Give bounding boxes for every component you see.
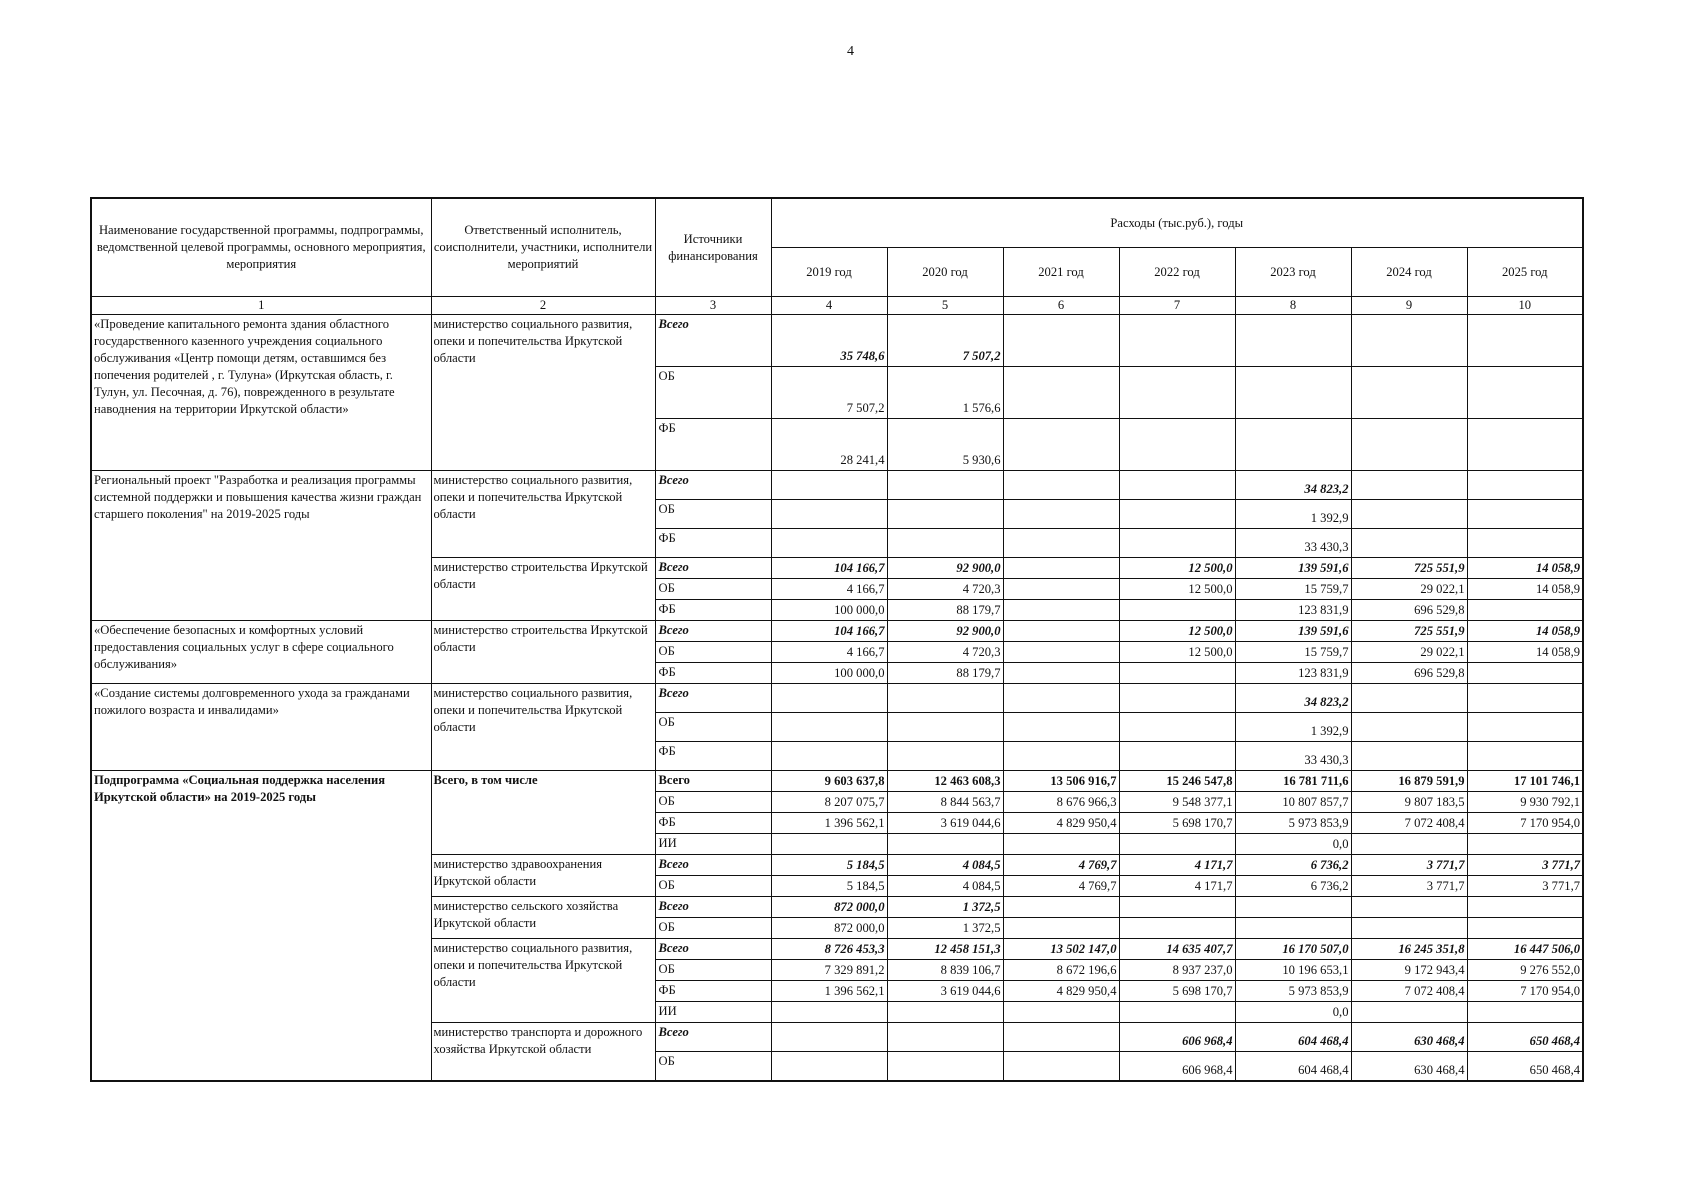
expense-value-cell: [1235, 315, 1351, 367]
expense-value-cell: 630 468,4: [1351, 1052, 1467, 1082]
expense-value-cell: 92 900,0: [887, 621, 1003, 642]
expense-value-cell: [1467, 713, 1583, 742]
expense-value-cell: 1 372,5: [887, 918, 1003, 939]
expense-value-cell: 1 576,6: [887, 367, 1003, 419]
expense-value-cell: 14 058,9: [1467, 579, 1583, 600]
column-number-row: [91, 297, 1583, 315]
expense-value-cell: 3 771,7: [1467, 855, 1583, 876]
expense-value-cell: [1003, 600, 1119, 621]
table-row: [91, 771, 1583, 792]
expense-value-cell: 14 635 407,7: [1119, 939, 1235, 960]
funding-source-cell: ОБ: [655, 642, 771, 663]
expense-value-cell: 9 276 552,0: [1467, 960, 1583, 981]
expense-value-cell: [771, 529, 887, 558]
table-row: [91, 621, 1583, 642]
expense-value-cell: 123 831,9: [1235, 600, 1351, 621]
expense-value-cell: 15 759,7: [1235, 642, 1351, 663]
expense-value-cell: [1003, 558, 1119, 579]
executor-cell: министерство социального развития, опеки и попечительства Иркутской области: [431, 684, 655, 771]
expense-value-cell: [1003, 1023, 1119, 1052]
expense-value-cell: [771, 500, 887, 529]
expense-value-cell: 4 829 950,4: [1003, 981, 1119, 1002]
expense-value-cell: 9 172 943,4: [1351, 960, 1467, 981]
expense-value-cell: [1351, 500, 1467, 529]
expense-value-cell: 5 184,5: [771, 855, 887, 876]
expense-value-cell: 13 502 147,0: [1003, 939, 1119, 960]
expense-value-cell: 29 022,1: [1351, 642, 1467, 663]
header-year: 2023 год: [1235, 248, 1351, 297]
executor-cell: Всего, в том числе: [431, 771, 655, 855]
budget-table-wrapper: [90, 197, 1582, 1082]
expense-value-cell: [1235, 897, 1351, 918]
column-number: 6: [1003, 297, 1119, 315]
expense-value-cell: [771, 1002, 887, 1023]
funding-source-cell: Всего: [655, 621, 771, 642]
expense-value-cell: 5 973 853,9: [1235, 813, 1351, 834]
expense-value-cell: 5 973 853,9: [1235, 981, 1351, 1002]
expense-value-cell: [1467, 663, 1583, 684]
column-number: 4: [771, 297, 887, 315]
expense-value-cell: 5 930,6: [887, 419, 1003, 471]
expense-value-cell: 139 591,6: [1235, 621, 1351, 642]
expense-value-cell: [1467, 529, 1583, 558]
funding-source-cell: Всего: [655, 855, 771, 876]
header-responsible: Ответственный исполнитель, соисполнители, участники, исполнители мероприятий: [431, 198, 655, 297]
expense-value-cell: [887, 529, 1003, 558]
program-name-cell: «Обеспечение безопасных и комфортных условий предоставления социальных услуг в сфере социального обслуживания»: [91, 621, 431, 684]
expense-value-cell: 8 839 106,7: [887, 960, 1003, 981]
expense-value-cell: [1119, 315, 1235, 367]
expense-value-cell: [1351, 918, 1467, 939]
funding-source-cell: ОБ: [655, 367, 771, 419]
expense-value-cell: 14 058,9: [1467, 621, 1583, 642]
expense-value-cell: [1235, 918, 1351, 939]
column-number: 1: [91, 297, 431, 315]
funding-source-cell: ФБ: [655, 529, 771, 558]
expense-value-cell: 28 241,4: [771, 419, 887, 471]
expense-value-cell: [1003, 684, 1119, 713]
expense-value-cell: 5 698 170,7: [1119, 813, 1235, 834]
column-number: 8: [1235, 297, 1351, 315]
expense-value-cell: [1003, 1052, 1119, 1082]
expense-value-cell: 1 392,9: [1235, 500, 1351, 529]
expense-value-cell: 10 807 857,7: [1235, 792, 1351, 813]
expense-value-cell: [1119, 500, 1235, 529]
header-year: 2020 год: [887, 248, 1003, 297]
expense-value-cell: [771, 713, 887, 742]
expense-value-cell: 650 468,4: [1467, 1023, 1583, 1052]
expense-value-cell: [887, 713, 1003, 742]
expense-value-cell: 4 084,5: [887, 876, 1003, 897]
expense-value-cell: 696 529,8: [1351, 600, 1467, 621]
expense-value-cell: 12 500,0: [1119, 558, 1235, 579]
expense-value-cell: [1351, 419, 1467, 471]
expense-value-cell: [1119, 684, 1235, 713]
expense-value-cell: 104 166,7: [771, 558, 887, 579]
expense-value-cell: [1351, 834, 1467, 855]
expense-value-cell: 606 968,4: [1119, 1052, 1235, 1082]
expense-value-cell: 5 184,5: [771, 876, 887, 897]
expense-value-cell: [1467, 1002, 1583, 1023]
header-expenses: Расходы (тыс.руб.), годы: [771, 198, 1583, 248]
expense-value-cell: [1119, 600, 1235, 621]
expense-value-cell: [1003, 918, 1119, 939]
expense-value-cell: 7 329 891,2: [771, 960, 887, 981]
expense-value-cell: [1119, 663, 1235, 684]
expense-value-cell: 3 619 044,6: [887, 981, 1003, 1002]
expense-value-cell: 12 458 151,3: [887, 939, 1003, 960]
executor-cell: министерство социального развития, опеки и попечительства Иркутской области: [431, 471, 655, 558]
funding-source-cell: ОБ: [655, 792, 771, 813]
expense-value-cell: 872 000,0: [771, 918, 887, 939]
expense-value-cell: 35 748,6: [771, 315, 887, 367]
column-number: 9: [1351, 297, 1467, 315]
expense-value-cell: [1003, 742, 1119, 771]
expense-value-cell: 4 829 950,4: [1003, 813, 1119, 834]
expense-value-cell: [1003, 579, 1119, 600]
expense-value-cell: 8 844 563,7: [887, 792, 1003, 813]
funding-source-cell: ИИ: [655, 1002, 771, 1023]
expense-value-cell: [887, 834, 1003, 855]
funding-source-cell: ОБ: [655, 713, 771, 742]
expense-value-cell: 3 771,7: [1351, 855, 1467, 876]
expense-value-cell: [1351, 315, 1467, 367]
expense-value-cell: 725 551,9: [1351, 558, 1467, 579]
expense-value-cell: 1 396 562,1: [771, 981, 887, 1002]
expense-value-cell: [771, 1023, 887, 1052]
expense-value-cell: 12 500,0: [1119, 621, 1235, 642]
expense-value-cell: [1467, 500, 1583, 529]
expense-value-cell: 7 072 408,4: [1351, 981, 1467, 1002]
expense-value-cell: 12 500,0: [1119, 642, 1235, 663]
expense-value-cell: [1351, 897, 1467, 918]
expense-value-cell: [1467, 600, 1583, 621]
expense-value-cell: [887, 500, 1003, 529]
expense-value-cell: 604 468,4: [1235, 1023, 1351, 1052]
expense-value-cell: 33 430,3: [1235, 742, 1351, 771]
expense-value-cell: 9 807 183,5: [1351, 792, 1467, 813]
expense-value-cell: 6 736,2: [1235, 876, 1351, 897]
funding-source-cell: Всего: [655, 771, 771, 792]
expense-value-cell: [1467, 471, 1583, 500]
program-name-cell: Региональный проект "Разработка и реализация программы системной поддержки и повышения качества жизни граждан старшего поколения" на 2019-2025 годы: [91, 471, 431, 621]
expense-value-cell: [1003, 897, 1119, 918]
table-row: [91, 315, 1583, 367]
expense-value-cell: [1467, 897, 1583, 918]
budget-table: [90, 197, 1584, 1082]
expense-value-cell: [1351, 471, 1467, 500]
expense-value-cell: [1467, 742, 1583, 771]
funding-source-cell: ФБ: [655, 742, 771, 771]
expense-value-cell: [1351, 684, 1467, 713]
expense-value-cell: 4 769,7: [1003, 855, 1119, 876]
expense-value-cell: 1 372,5: [887, 897, 1003, 918]
expense-value-cell: 1 396 562,1: [771, 813, 887, 834]
column-number: 2: [431, 297, 655, 315]
expense-value-cell: 604 468,4: [1235, 1052, 1351, 1082]
expense-value-cell: 15 246 547,8: [1119, 771, 1235, 792]
header-name: Наименование государственной программы, подпрограммы, ведомственной целевой программы, основного мероприятия, мероприятия: [91, 198, 431, 297]
executor-cell: министерство строительства Иркутской области: [431, 558, 655, 621]
expense-value-cell: 104 166,7: [771, 621, 887, 642]
expense-value-cell: 139 591,6: [1235, 558, 1351, 579]
funding-source-cell: ФБ: [655, 663, 771, 684]
expense-value-cell: 5 698 170,7: [1119, 981, 1235, 1002]
column-number: 5: [887, 297, 1003, 315]
funding-source-cell: Всего: [655, 939, 771, 960]
executor-cell: министерство строительства Иркутской области: [431, 621, 655, 684]
expense-value-cell: 7 507,2: [771, 367, 887, 419]
header-year: 2019 год: [771, 248, 887, 297]
expense-value-cell: 16 245 351,8: [1351, 939, 1467, 960]
expense-value-cell: [771, 742, 887, 771]
funding-source-cell: ОБ: [655, 876, 771, 897]
expense-value-cell: [1119, 742, 1235, 771]
funding-source-cell: ОБ: [655, 960, 771, 981]
expense-value-cell: 8 726 453,3: [771, 939, 887, 960]
expense-value-cell: [887, 471, 1003, 500]
expense-value-cell: [1119, 713, 1235, 742]
expense-value-cell: [1351, 367, 1467, 419]
expense-value-cell: 4 171,7: [1119, 855, 1235, 876]
expense-value-cell: [771, 834, 887, 855]
executor-cell: министерство здравоохранения Иркутской области: [431, 855, 655, 897]
expense-value-cell: 12 463 608,3: [887, 771, 1003, 792]
funding-source-cell: ОБ: [655, 1052, 771, 1082]
expense-value-cell: 9 930 792,1: [1467, 792, 1583, 813]
program-name-cell: «Проведение капитального ремонта здания областного государственного казенного учреждения социального обслуживания «Центр помощи детям, оставшимся без попечения родителей , г. Тулуна» (Иркутская область, г. Тулун, ул. Песочная, д. 76), поврежденного в результате наводнения на территории Иркутской области»: [91, 315, 431, 471]
expense-value-cell: 7 170 954,0: [1467, 981, 1583, 1002]
expense-value-cell: [1467, 684, 1583, 713]
expense-value-cell: 16 447 506,0: [1467, 939, 1583, 960]
funding-source-cell: Всего: [655, 897, 771, 918]
header-sources: Источники финансирования: [655, 198, 771, 297]
expense-value-cell: 8 672 196,6: [1003, 960, 1119, 981]
program-name-cell: «Создание системы долговременного ухода за гражданами пожилого возраста и инвалидами»: [91, 684, 431, 771]
expense-value-cell: 725 551,9: [1351, 621, 1467, 642]
expense-value-cell: 4 720,3: [887, 579, 1003, 600]
expense-value-cell: 33 430,3: [1235, 529, 1351, 558]
expense-value-cell: [1119, 897, 1235, 918]
expense-value-cell: 3 619 044,6: [887, 813, 1003, 834]
column-number: 3: [655, 297, 771, 315]
expense-value-cell: [1467, 918, 1583, 939]
expense-value-cell: [887, 742, 1003, 771]
expense-value-cell: 630 468,4: [1351, 1023, 1467, 1052]
expense-value-cell: [887, 1002, 1003, 1023]
expense-value-cell: [1351, 713, 1467, 742]
expense-value-cell: [1467, 367, 1583, 419]
expense-value-cell: 8 937 237,0: [1119, 960, 1235, 981]
expense-value-cell: 8 676 966,3: [1003, 792, 1119, 813]
expense-value-cell: [1119, 529, 1235, 558]
expense-value-cell: 14 058,9: [1467, 558, 1583, 579]
executor-cell: министерство сельского хозяйства Иркутской области: [431, 897, 655, 939]
program-name-cell: Подпрограмма «Социальная поддержка населения Иркутской области» на 2019-2025 годы: [91, 771, 431, 1082]
expense-value-cell: 123 831,9: [1235, 663, 1351, 684]
expense-value-cell: 606 968,4: [1119, 1023, 1235, 1052]
expense-value-cell: 100 000,0: [771, 663, 887, 684]
expense-value-cell: [887, 1052, 1003, 1082]
expense-value-cell: [1003, 713, 1119, 742]
expense-value-cell: 88 179,7: [887, 663, 1003, 684]
funding-source-cell: ФБ: [655, 981, 771, 1002]
expense-value-cell: [1119, 834, 1235, 855]
funding-source-cell: ОБ: [655, 500, 771, 529]
header-year: 2021 год: [1003, 248, 1119, 297]
expense-value-cell: 4 769,7: [1003, 876, 1119, 897]
executor-cell: министерство социального развития, опеки и попечительства Иркутской области: [431, 315, 655, 471]
expense-value-cell: [1351, 742, 1467, 771]
funding-source-cell: ФБ: [655, 419, 771, 471]
expense-value-cell: 696 529,8: [1351, 663, 1467, 684]
expense-value-cell: [1003, 500, 1119, 529]
expense-value-cell: 10 196 653,1: [1235, 960, 1351, 981]
funding-source-cell: ОБ: [655, 918, 771, 939]
expense-value-cell: [1003, 419, 1119, 471]
expense-value-cell: 29 022,1: [1351, 579, 1467, 600]
expense-value-cell: 92 900,0: [887, 558, 1003, 579]
column-number: 10: [1467, 297, 1583, 315]
expense-value-cell: 4 166,7: [771, 579, 887, 600]
expense-value-cell: [1119, 918, 1235, 939]
expense-value-cell: [1003, 367, 1119, 419]
expense-value-cell: [1119, 471, 1235, 500]
expense-value-cell: 3 771,7: [1351, 876, 1467, 897]
funding-source-cell: Всего: [655, 558, 771, 579]
expense-value-cell: 3 771,7: [1467, 876, 1583, 897]
executor-cell: министерство социального развития, опеки и попечительства Иркутской области: [431, 939, 655, 1023]
expense-value-cell: [1003, 642, 1119, 663]
expense-value-cell: [1003, 621, 1119, 642]
expense-value-cell: 34 823,2: [1235, 684, 1351, 713]
expense-value-cell: 17 101 746,1: [1467, 771, 1583, 792]
page-number: 4: [847, 44, 854, 59]
expense-value-cell: 14 058,9: [1467, 642, 1583, 663]
expense-value-cell: 88 179,7: [887, 600, 1003, 621]
expense-value-cell: 16 879 591,9: [1351, 771, 1467, 792]
funding-source-cell: Всего: [655, 471, 771, 500]
expense-value-cell: [1351, 1002, 1467, 1023]
expense-value-cell: [1003, 471, 1119, 500]
expense-value-cell: [1119, 1002, 1235, 1023]
funding-source-cell: Всего: [655, 315, 771, 367]
header-year: 2022 год: [1119, 248, 1235, 297]
expense-value-cell: [1467, 419, 1583, 471]
expense-value-cell: 4 171,7: [1119, 876, 1235, 897]
expense-value-cell: 9 548 377,1: [1119, 792, 1235, 813]
funding-source-cell: ИИ: [655, 834, 771, 855]
expense-value-cell: 7 170 954,0: [1467, 813, 1583, 834]
funding-source-cell: ОБ: [655, 579, 771, 600]
header-year: 2024 год: [1351, 248, 1467, 297]
header-year: 2025 год: [1467, 248, 1583, 297]
column-number: 7: [1119, 297, 1235, 315]
expense-value-cell: [887, 684, 1003, 713]
expense-value-cell: [887, 1023, 1003, 1052]
expense-value-cell: 34 823,2: [1235, 471, 1351, 500]
expense-value-cell: [1003, 1002, 1119, 1023]
expense-value-cell: 13 506 916,7: [1003, 771, 1119, 792]
expense-value-cell: [1467, 315, 1583, 367]
table-body: [91, 315, 1583, 1082]
expense-value-cell: [1003, 529, 1119, 558]
expense-value-cell: 15 759,7: [1235, 579, 1351, 600]
expense-value-cell: [1003, 315, 1119, 367]
expense-value-cell: [1119, 367, 1235, 419]
expense-value-cell: 8 207 075,7: [771, 792, 887, 813]
expense-value-cell: [1003, 663, 1119, 684]
expense-value-cell: 4 084,5: [887, 855, 1003, 876]
expense-value-cell: 4 166,7: [771, 642, 887, 663]
expense-value-cell: 7 507,2: [887, 315, 1003, 367]
expense-value-cell: 650 468,4: [1467, 1052, 1583, 1082]
expense-value-cell: [771, 471, 887, 500]
expense-value-cell: [1467, 834, 1583, 855]
funding-source-cell: Всего: [655, 684, 771, 713]
expense-value-cell: [1351, 529, 1467, 558]
expense-value-cell: 12 500,0: [1119, 579, 1235, 600]
expense-value-cell: 1 392,9: [1235, 713, 1351, 742]
expense-value-cell: [771, 1052, 887, 1082]
funding-source-cell: Всего: [655, 1023, 771, 1052]
expense-value-cell: [771, 684, 887, 713]
executor-cell: министерство транспорта и дорожного хозяйства Иркутской области: [431, 1023, 655, 1082]
expense-value-cell: 872 000,0: [771, 897, 887, 918]
expense-value-cell: 9 603 637,8: [771, 771, 887, 792]
expense-value-cell: 0,0: [1235, 834, 1351, 855]
expense-value-cell: 100 000,0: [771, 600, 887, 621]
funding-source-cell: ФБ: [655, 600, 771, 621]
expense-value-cell: [1003, 834, 1119, 855]
expense-value-cell: 16 781 711,6: [1235, 771, 1351, 792]
expense-value-cell: 7 072 408,4: [1351, 813, 1467, 834]
table-row: [91, 684, 1583, 713]
table-row: [91, 471, 1583, 500]
expense-value-cell: [1119, 419, 1235, 471]
expense-value-cell: 16 170 507,0: [1235, 939, 1351, 960]
expense-value-cell: 6 736,2: [1235, 855, 1351, 876]
expense-value-cell: [1235, 367, 1351, 419]
funding-source-cell: ФБ: [655, 813, 771, 834]
expense-value-cell: 4 720,3: [887, 642, 1003, 663]
expense-value-cell: [1235, 419, 1351, 471]
expense-value-cell: 0,0: [1235, 1002, 1351, 1023]
